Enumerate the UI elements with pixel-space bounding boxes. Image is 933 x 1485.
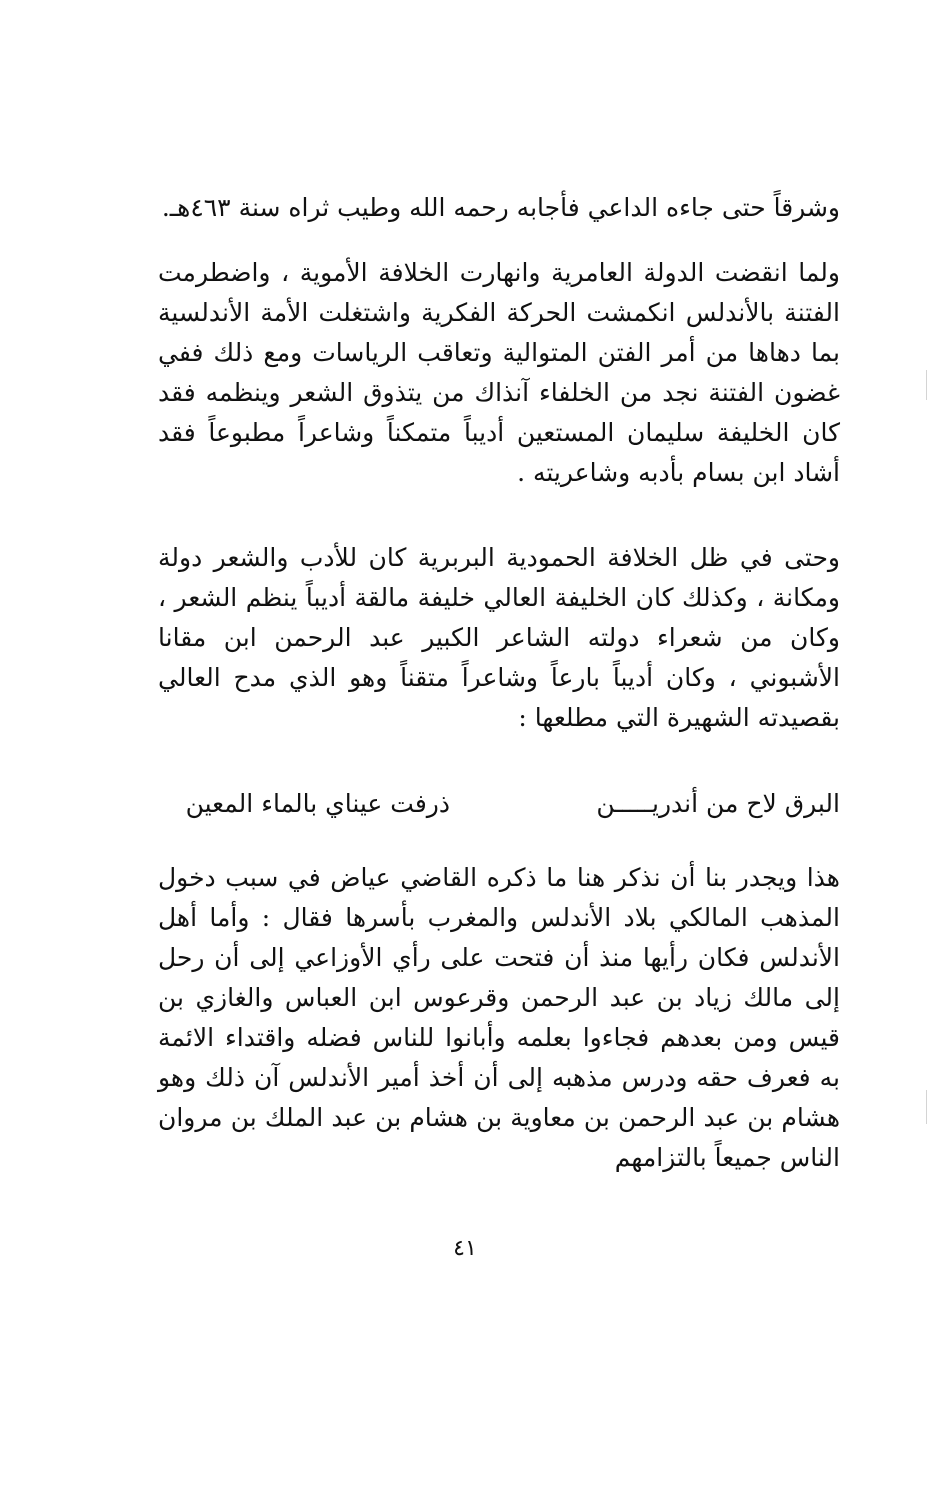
paragraph-4-text: هذا ويجدر بنا أن نذكر هنا ما ذكره القاضي عياض في سبب دخول المذهب المالكي بلاد الأندلس والمغرب بأسرها فقال : وأما أهل الأندلس فكان رأيها منذ أن فتحت على رأي الأوزاعي إلى أن رحل إلى مالك زياد بن عبد الرحمن وقرعوس ابن العباس والغازي بن قيس ومن بعدهم فجاءوا بعلمه وأبانوا للناس فضله واقتداء الائمة به فعرف حقه ودرس مذهبه إلى أن أخذ أمير الأندلس آن ذلك وهو هشام بن عبد الرحمن بن معاوية بن هشام بن عبد الملك بن مروان الناس جميعاً بالتزامهم: [158, 863, 840, 1172]
verse-first-hemistich: البرق لاح من أندريـــــن: [596, 789, 840, 818]
verse-second-hemistich: ذرفت عيناي بالماء المعين: [185, 789, 450, 818]
paragraph-2-text: ولما انقضت الدولة العامرية وانهارت الخلافة الأموية ، واضطرمت الفتنة بالأندلس انكمشت الحركة الفكرية واشتغلت الأمة الأندلسية بما دهاها من أمر الفتن المتوالية وتعاقب الرياسات ومع ذلك ففي غضون الفتنة نجد من الخلفاء آنذاك من يتذوق الشعر وينظمه فقد كان الخليفة سليمان المستعين أديباً متمكناً وشاعراً مطبوعاً فقد أشاد ابن بسام بأدبه وشاعريته .: [158, 258, 840, 487]
poem-verse: [158, 784, 840, 828]
margin-scan-mark: [926, 370, 927, 400]
paragraph-4: [158, 858, 840, 1178]
paragraph-1-text: وشرقاً حتى جاءه الداعي فأجابه رحمه الله وطيب ثراه سنة ٤٦٣هـ.: [161, 193, 840, 222]
margin-scan-mark: [926, 1090, 927, 1124]
paragraph-1: [158, 188, 840, 228]
paragraph-3-text: وحتى في ظل الخلافة الحمودية البربرية كان للأدب والشعر دولة ومكانة ، وكذلك كان الخليفة العالي خليفة مالقة أديباً ينظم الشعر ، وكان من شعراء دولته الشاعر الكبير عبد الرحمن ابن مقانا الأشبوني ، وكان أديباً بارعاً وشاعراً متقناً وهو الذي مدح العالي بقصيدته الشهيرة التي مطلعها :: [158, 543, 840, 732]
page-number: ٤١: [453, 1236, 477, 1261]
paragraph-2: [158, 253, 840, 493]
paragraph-3: [158, 538, 840, 738]
